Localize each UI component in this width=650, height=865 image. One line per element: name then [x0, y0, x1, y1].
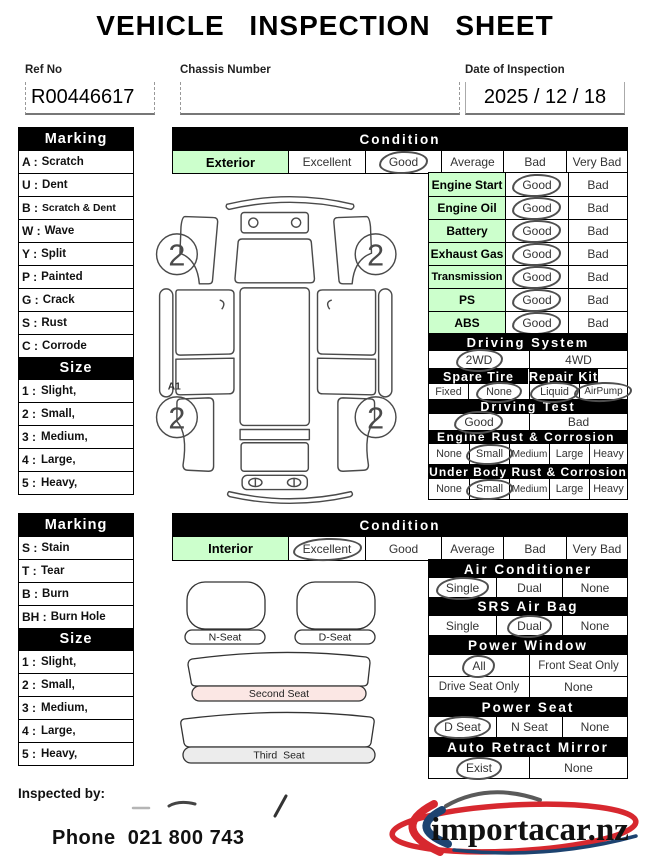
underbody-rust-medium-option[interactable]: [509, 479, 549, 499]
legend-code: C :: [22, 339, 38, 353]
mech-row-label: PS: [429, 289, 505, 311]
underbody-rust-header: Under Body Rust & Corrosion: [429, 464, 627, 479]
option-label: Medium: [511, 483, 548, 495]
inspection-date-value: 2025 / 12 / 18: [483, 86, 607, 108]
option-label: Bad: [524, 155, 546, 169]
car-damage-diagram[interactable]: [152, 186, 428, 512]
legend-row: [19, 742, 133, 765]
option-label: Bad: [587, 316, 609, 330]
legend-row: [19, 196, 133, 219]
good-option[interactable]: [505, 289, 568, 311]
exterior-good-option[interactable]: [365, 151, 441, 173]
damage-mark-a1: A1: [167, 381, 181, 393]
legend-row: [19, 696, 133, 719]
srs-dual-option[interactable]: [496, 616, 562, 635]
option-label: Bad: [587, 201, 609, 215]
legend-code: 2 :: [22, 407, 37, 421]
engine-rust-header-right: Rust & Corrosion: [491, 430, 615, 444]
engine-rust-none-option[interactable]: [429, 444, 469, 464]
wheel-size-marks: [168, 238, 384, 435]
option-label: Large: [555, 448, 584, 460]
legend-label: Stain: [41, 542, 70, 554]
inspection-date-label: Date of Inspection: [465, 64, 565, 76]
legend-row: [19, 582, 133, 605]
exterior-condition-table: [172, 127, 628, 174]
legend-label: Slight,: [41, 385, 77, 397]
option-label: Average: [450, 155, 495, 169]
mech-row-label: Transmission: [429, 266, 505, 288]
legend-label: Heavy,: [41, 477, 78, 489]
ps-nseat-option[interactable]: [496, 717, 562, 737]
legend-code: A :: [22, 155, 38, 169]
option-label: None: [580, 720, 610, 734]
option-label: None: [436, 483, 462, 495]
option-label: Bad: [587, 270, 609, 284]
option-label: Good: [522, 201, 552, 215]
option-label: Bad: [587, 177, 609, 192]
legend-label: Small,: [41, 679, 75, 691]
legend-label: Burn: [42, 588, 69, 600]
legend-row: [19, 288, 133, 311]
option-label: D Seat: [444, 720, 481, 734]
option-label: Heavy: [593, 448, 624, 460]
good-option[interactable]: [505, 312, 568, 334]
legend-label: Medium,: [41, 431, 88, 443]
legend-code: B :: [22, 201, 38, 215]
legend-row: [19, 311, 133, 334]
option-label: Excellent: [302, 155, 352, 169]
srs-airbag-header: SRS Air Bag: [429, 597, 627, 616]
marking-legend-title: Marking: [19, 128, 133, 150]
seats-diagram[interactable]: [170, 578, 430, 784]
mech-row-label: Battery: [429, 220, 505, 242]
exterior-verybad-option[interactable]: [566, 151, 627, 173]
legend-code: 4 :: [22, 453, 37, 467]
good-option[interactable]: [505, 243, 568, 265]
wheel-mark: 2: [367, 238, 385, 273]
legend-code: B :: [22, 587, 38, 601]
legend-code: 1 :: [22, 384, 37, 398]
legend-label: Wave: [44, 225, 75, 237]
option-label: Dual: [517, 580, 542, 595]
interior-bad-option[interactable]: [503, 537, 566, 560]
legend-row: [19, 471, 133, 494]
option-label: 4WD: [565, 352, 592, 367]
option-label: Front Seat Only: [538, 659, 619, 672]
condition-header: Condition: [173, 128, 627, 150]
legend-label: Scratch & Dent: [42, 202, 116, 214]
logo-wordmark: importacar.nz: [431, 812, 629, 848]
option-label: None: [580, 618, 610, 633]
spare-tire-header: Spare Tire: [429, 369, 529, 384]
ac-single-option[interactable]: [429, 578, 496, 597]
importacar-logo: [388, 786, 640, 860]
legend-label: Dent: [42, 179, 68, 191]
legend-code: 5 :: [22, 476, 37, 490]
legend-row: [19, 650, 133, 673]
legend-row: [19, 173, 133, 196]
exterior-row-label: Exterior: [173, 151, 288, 173]
srs-single-option[interactable]: [429, 616, 496, 635]
d-seat-label: D-Seat: [318, 631, 352, 644]
repair-liquid-option[interactable]: [529, 384, 579, 399]
engine-rust-header-left: Engine: [437, 430, 487, 444]
legend-code: 4 :: [22, 724, 37, 738]
size-legend-title: Size: [19, 628, 133, 650]
interior-average-option[interactable]: [441, 537, 503, 560]
option-label: Very Bad: [572, 541, 622, 556]
2wd-option[interactable]: [429, 351, 529, 368]
mechanical-checks-table: [428, 172, 628, 335]
legend-row: [19, 402, 133, 425]
chassis-number-label: Chassis Number: [180, 64, 271, 76]
option-label: AirPump: [584, 386, 623, 397]
mirror-exist-option[interactable]: [429, 757, 529, 778]
option-label: Bad: [587, 247, 609, 261]
n-seat-label: N-Seat: [208, 631, 242, 644]
option-label: Fixed: [435, 385, 462, 398]
underbody-rust-heavy-option[interactable]: [589, 479, 627, 499]
ac-none-option[interactable]: [562, 578, 627, 597]
inspected-by-label: Inspected by:: [18, 786, 106, 801]
power-seat-header: Power Seat: [429, 697, 627, 717]
bad-option[interactable]: [568, 266, 627, 288]
option-label: Medium: [511, 448, 548, 460]
interior-marking-legend: [18, 513, 134, 766]
underbody-rust-small-option[interactable]: [469, 479, 509, 499]
pw-none-option[interactable]: [529, 677, 627, 697]
ps-none-option[interactable]: [562, 717, 627, 737]
engine-rust-small-option[interactable]: [469, 444, 509, 464]
legend-row: [19, 719, 133, 742]
engine-rust-header: [429, 430, 627, 444]
option-label: Large: [555, 483, 584, 495]
good-option[interactable]: [505, 173, 568, 196]
mech-row-label: Exhaust Gas: [429, 243, 505, 265]
option-label: Good: [522, 224, 552, 238]
legend-code: 2 :: [22, 678, 37, 692]
option-label: Good: [522, 270, 552, 284]
legend-label: Burn Hole: [50, 611, 106, 623]
legend-label: Heavy,: [41, 748, 78, 760]
legend-row: [19, 448, 133, 471]
option-label: Good: [388, 155, 419, 169]
page-title: VEHICLE INSPECTION SHEET: [96, 10, 554, 41]
legend-code: 3 :: [22, 701, 37, 715]
legend-label: Painted: [41, 271, 83, 283]
option-label: None: [436, 448, 462, 460]
option-label: Single: [445, 618, 480, 633]
wheel-mark: 2: [168, 401, 186, 436]
interior-condition-table: [172, 513, 628, 561]
spare-fixed-option[interactable]: [429, 384, 468, 399]
car-outline: [157, 197, 396, 504]
legend-code: S :: [22, 316, 37, 330]
legend-row: [19, 559, 133, 582]
legend-row: [19, 219, 133, 242]
mech-row-label: Engine Start: [429, 173, 505, 196]
option-label: None: [564, 680, 593, 694]
legend-label: Rust: [41, 317, 67, 329]
option-label: None: [486, 385, 512, 398]
condition-header: Condition: [173, 514, 627, 536]
pw-front-only-option[interactable]: [529, 655, 627, 676]
option-label: Good: [388, 541, 419, 556]
legend-code: 3 :: [22, 430, 37, 444]
legend-label: Split: [41, 248, 67, 260]
legend-label: Medium,: [41, 702, 88, 714]
option-label: Bad: [587, 293, 609, 307]
driving-test-bad-option[interactable]: [529, 414, 627, 430]
legend-label: Scratch: [41, 156, 84, 168]
legend-label: Crack: [42, 294, 75, 306]
option-label: None: [564, 760, 593, 775]
size-legend-title: Size: [19, 357, 133, 379]
option-label: Small: [476, 483, 503, 495]
option-label: Heavy: [593, 483, 624, 495]
4wd-option[interactable]: [529, 351, 627, 368]
legend-label: Slight,: [41, 656, 77, 668]
option-label: Drive Seat Only: [438, 681, 520, 693]
option-label: Very Bad: [572, 155, 622, 169]
pw-all-option[interactable]: [429, 655, 529, 676]
ac-dual-option[interactable]: [496, 578, 562, 597]
wheel-mark: 2: [367, 401, 385, 436]
option-label: Average: [450, 541, 495, 556]
legend-code: BH :: [22, 610, 47, 624]
exterior-average-option[interactable]: [441, 151, 503, 173]
option-label: Bad: [567, 415, 590, 429]
mech-row-label: ABS: [429, 312, 505, 334]
auto-retract-mirror-header: Auto Retract Mirror: [429, 737, 627, 757]
ref-no-label: Ref No: [25, 64, 63, 76]
spare-none-option[interactable]: [468, 384, 529, 399]
good-option[interactable]: [505, 266, 568, 288]
exterior-marking-legend: [18, 127, 134, 495]
bad-option[interactable]: [568, 312, 627, 334]
third-seat-label: Third Seat: [253, 749, 305, 762]
legend-row: [19, 242, 133, 265]
interior-excellent-option[interactable]: [288, 537, 365, 560]
second-seat-label: Second Seat: [248, 688, 310, 700]
option-label: Exist: [465, 760, 492, 775]
option-label: Bad: [587, 224, 609, 238]
good-option[interactable]: [505, 220, 568, 242]
legend-row: [19, 150, 133, 173]
legend-code: 5 :: [22, 747, 37, 761]
interior-verybad-option[interactable]: [566, 537, 627, 560]
legend-label: Tear: [41, 565, 65, 577]
legend-row: [19, 425, 133, 448]
legend-row: [19, 334, 133, 357]
option-label: Excellent: [302, 541, 352, 556]
bad-option[interactable]: [568, 173, 627, 196]
option-label: Single: [445, 580, 480, 595]
inspection-date-field[interactable]: [465, 82, 625, 115]
option-label: N Seat: [511, 720, 548, 734]
ref-no-field[interactable]: [25, 82, 155, 115]
option-label: Good: [522, 177, 552, 192]
repair-kit-header: Repair Kit: [529, 369, 599, 384]
good-option[interactable]: [505, 197, 568, 219]
bad-option[interactable]: [568, 289, 627, 311]
srs-none-option[interactable]: [562, 616, 627, 635]
interior-row-label: Interior: [173, 537, 288, 560]
option-label: Good: [464, 415, 494, 429]
legend-code: W :: [22, 224, 41, 238]
option-label: Good: [522, 293, 552, 307]
bad-option[interactable]: [568, 243, 627, 265]
legend-row: [19, 536, 133, 559]
legend-label: Corrode: [42, 340, 87, 352]
legend-label: Large,: [41, 725, 76, 737]
interior-equipment-block: [428, 559, 628, 779]
legend-row: [19, 605, 133, 628]
option-label: Dual: [517, 618, 542, 633]
engine-rust-large-option[interactable]: [549, 444, 589, 464]
option-label: Small: [476, 448, 503, 460]
engine-rust-heavy-option[interactable]: [589, 444, 627, 464]
ps-dseat-option[interactable]: [429, 717, 496, 737]
bad-option[interactable]: [568, 220, 627, 242]
option-label: None: [580, 580, 610, 595]
legend-label: Small,: [41, 408, 75, 420]
underbody-rust-large-option[interactable]: [549, 479, 589, 499]
legend-row: [19, 379, 133, 402]
interior-good-option[interactable]: [365, 537, 441, 560]
option-label: 2WD: [465, 352, 493, 367]
legend-row: [19, 265, 133, 288]
marking-legend-title: Marking: [19, 514, 133, 536]
phone-number: Phone 021 800 743: [52, 827, 245, 849]
driving-system-header: Driving System: [429, 334, 627, 351]
mech-row-label: Engine Oil: [429, 197, 505, 219]
option-label: Liquid: [540, 385, 569, 398]
ref-no-value: R00446617: [31, 86, 135, 108]
driving-system-block: [428, 333, 628, 500]
wheel-mark: 2: [168, 238, 186, 273]
repair-airpump-option[interactable]: [579, 384, 627, 399]
option-label: Good: [522, 316, 552, 330]
underbody-rust-none-option[interactable]: [429, 479, 469, 499]
legend-label: Large,: [41, 454, 76, 466]
legend-code: G :: [22, 293, 39, 307]
legend-code: T :: [22, 564, 37, 578]
exterior-excellent-option[interactable]: [288, 151, 365, 173]
legend-code: 1 :: [22, 655, 37, 669]
engine-rust-medium-option[interactable]: [509, 444, 549, 464]
option-label: Bad: [524, 541, 546, 556]
driving-test-header: Driving Test: [429, 399, 627, 414]
air-conditioner-header: Air Conditioner: [429, 560, 627, 578]
legend-code: Y :: [22, 247, 37, 261]
legend-code: U :: [22, 178, 38, 192]
legend-code: S :: [22, 541, 37, 555]
chassis-number-field[interactable]: [180, 82, 460, 115]
pw-drive-only-option[interactable]: [429, 677, 529, 697]
option-label: All: [472, 658, 486, 673]
exterior-bad-option[interactable]: [503, 151, 566, 173]
power-window-header: Power Window: [429, 635, 627, 655]
option-label: Good: [522, 247, 552, 261]
legend-code: P :: [22, 270, 37, 284]
driving-test-good-option[interactable]: [429, 414, 529, 430]
mirror-none-option[interactable]: [529, 757, 627, 778]
legend-row: [19, 673, 133, 696]
inspector-signature: [125, 792, 295, 820]
bad-option[interactable]: [568, 197, 627, 219]
seat-shapes: [181, 582, 375, 763]
